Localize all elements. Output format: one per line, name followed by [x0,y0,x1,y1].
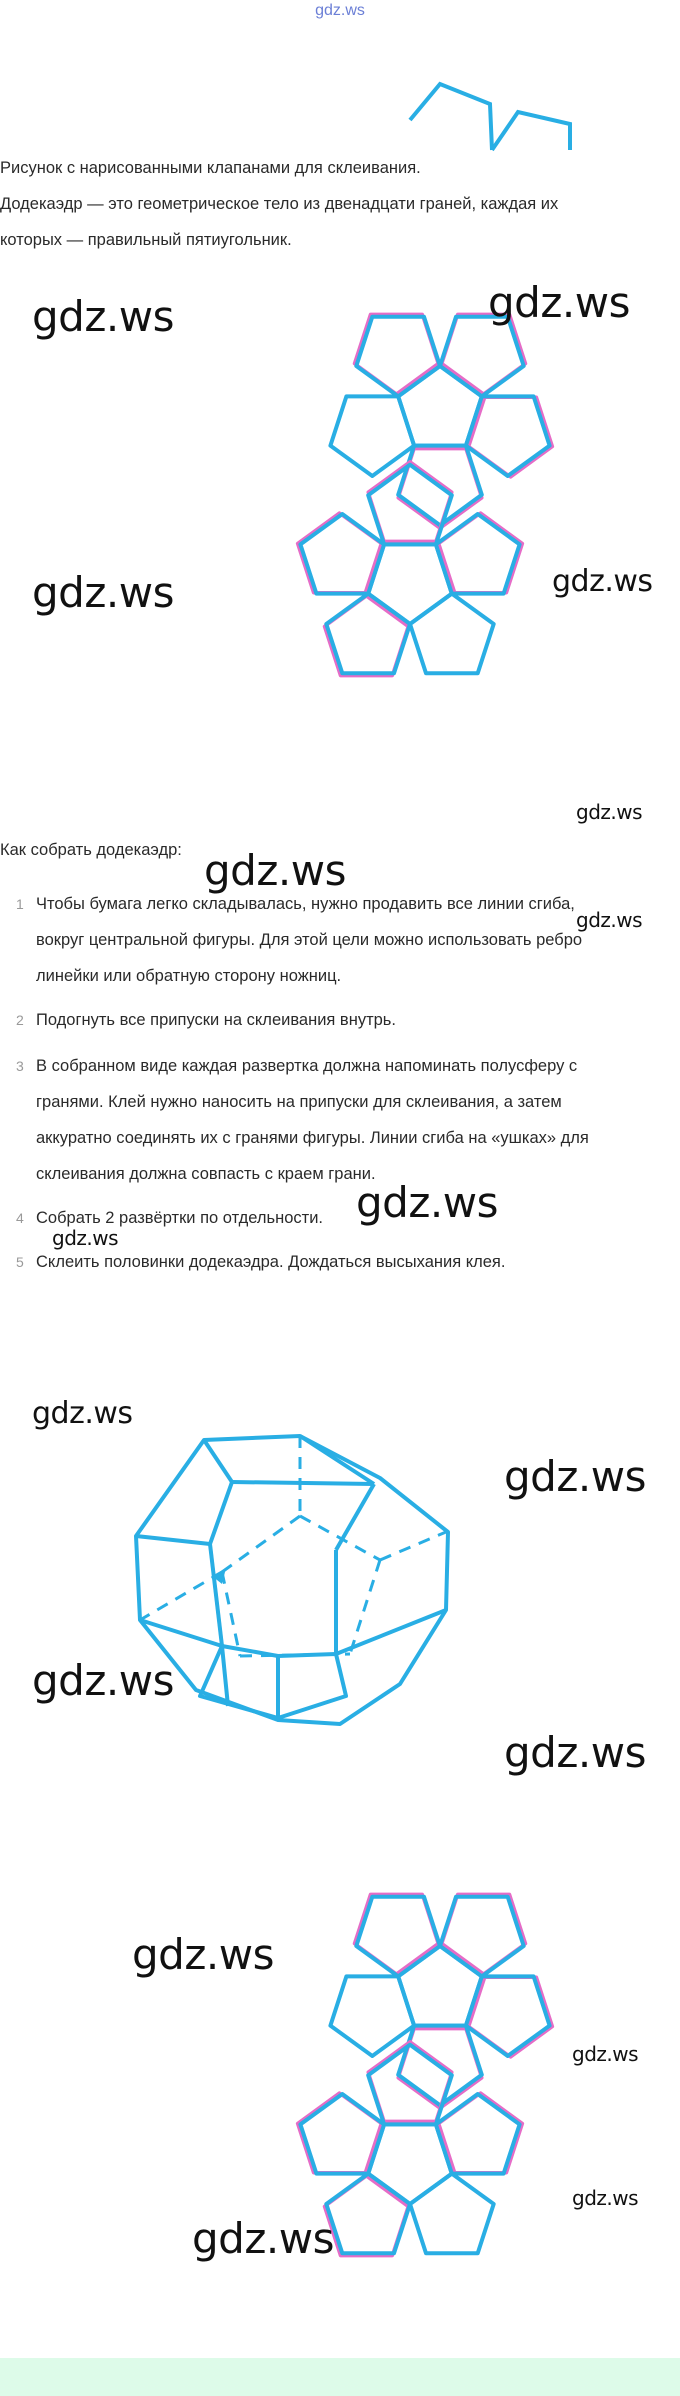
dodecahedron-outline [136,1436,448,1724]
net-petal-pentagon [466,396,550,476]
net-petal-pentagon [440,1897,524,1977]
watermark: gdz.ws [488,278,630,327]
watermark: gdz.ws [552,564,653,599]
dodecahedron-hidden-edge [380,1532,446,1560]
dodecahedron-net-figure [0,280,680,740]
step-number: 4 [16,1210,24,1226]
watermark: gdz.ws [192,2214,334,2263]
footer-band [0,2358,680,2396]
watermark: gdz.ws [32,1396,133,1431]
watermark: gdz.ws [204,846,346,895]
flaps-caption: Рисунок с нарисованными клапанами для склеивания. [0,159,421,177]
watermark: gdz.ws [32,568,174,617]
watermark: gdz.ws [132,1930,274,1979]
step-number: 5 [16,1254,24,1270]
dodecahedron-edge [136,1536,210,1544]
dodecahedron-hidden-edge [140,1572,222,1620]
dodecahedron-edge [204,1440,232,1482]
dodecahedron-edge [232,1482,374,1484]
dodecahedron-edge [210,1544,222,1646]
step-text: гранями. Клей нужно наносить на припуски для склеивания, а затем [36,1093,562,1111]
net-petal-pentagon [356,1897,440,1977]
step-text: В собранном виде каждая развертка должна напоминать полусферу с [36,1057,578,1075]
step-text: Собрать 2 развёртки по отдельности. [36,1209,323,1227]
step-text: Чтобы бумага легко складывалась, нужно продавить все линии сгиба, [36,895,575,913]
step-text: склеивания должна совпасть с краем грани. [36,1165,376,1183]
watermark: gdz.ws [32,292,174,341]
dodecahedron-hidden-edge [300,1516,380,1560]
net-petal-pentagon [436,514,520,594]
net-petal-pentagon [300,2094,384,2174]
step-text: линейки или обратную сторону ножниц. [36,967,342,985]
net-petal-pentagon [326,594,410,674]
step-text: Подогнуть все припуски на склеивания внутрь. [36,1011,396,1029]
dodecahedron-net-figure [0,1860,680,2280]
net-petal-pentagon [330,396,414,476]
partial-net-edge [492,112,570,150]
step-text: Склеить половинки додекаэдра. Дождаться высыхания клея. [36,1253,506,1271]
step-number: 3 [16,1058,24,1074]
step-number: 1 [16,896,24,912]
dodecahedron-hidden-edge [222,1572,240,1656]
step-number: 2 [16,1012,24,1028]
watermark: gdz.ws [576,800,643,824]
dodecahedron-hidden-edge [222,1516,300,1572]
partial-net-figure-top [0,0,680,160]
partial-net-edge [410,84,492,150]
net-petal-pentagon [410,2174,494,2254]
watermark: gdz.ws [32,1656,174,1705]
net-petal-pentagon [330,1976,414,2056]
watermark: gdz.ws [572,2042,639,2066]
net-petal-pentagon [326,2174,410,2254]
net-petal-pentagon [436,2094,520,2174]
watermark: gdz.ws [356,1178,498,1227]
watermark: gdz.ws [576,908,643,932]
watermark: gdz.ws [52,1226,119,1250]
net-petal-pentagon [300,514,384,594]
net-petal-pentagon [466,1976,550,2056]
watermark: gdz.ws [504,1452,646,1501]
net-petal-pentagon [410,594,494,674]
net-petal-pentagon [440,317,524,397]
definition-line-2: которых — правильный пятиугольник. [0,231,292,249]
how-to-heading: Как собрать додекаэдр: [0,841,182,859]
step-text: аккуратно соединять их с гранями фигуры. Линии сгиба на «ушках» для [36,1129,589,1147]
dodecahedron-edge [300,1436,374,1484]
watermark: gdz.ws [572,2186,639,2210]
definition-line-1: Додекаэдр — это геометрическое тело из двенадцати граней, каждая их [0,195,559,213]
dodecahedron-edge [210,1482,232,1544]
watermark: gdz.ws [504,1728,646,1777]
dodecahedron-edge [222,1646,228,1706]
site-header-logo[interactable]: gdz.ws [315,2,365,19]
step-text: вокруг центральной фигуры. Для этой цели можно использовать ребро [36,931,583,949]
net-petal-pentagon [356,317,440,397]
